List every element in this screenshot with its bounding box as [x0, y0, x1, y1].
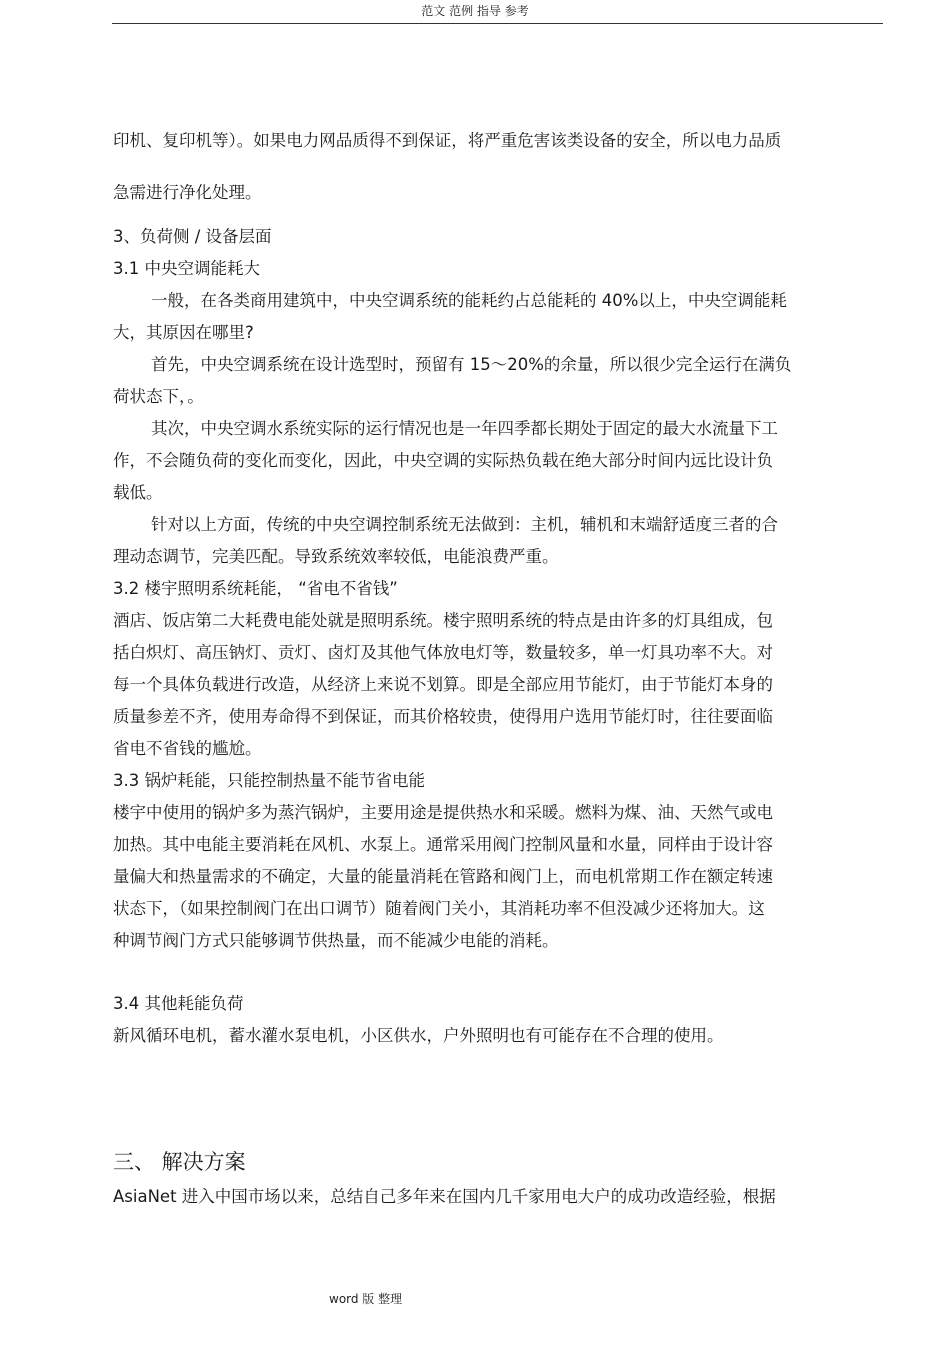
paragraph-line: 酒店、饭店第二大耗费电能处就是照明系统。楼宇照明系统的特点是由许多的灯具组成，包	[113, 611, 773, 630]
paragraph-line: 种调节阀门方式只能够调节供热量，而不能减少电能的消耗。	[113, 931, 559, 950]
paragraph-line: 急需进行净化处理。	[113, 183, 262, 202]
paragraph-line: 状态下，（如果控制阀门在出口调节）随着阀门关小，其消耗功率不但没减少还将加大。这	[113, 899, 765, 918]
paragraph-line: AsiaNet 进入中国市场以来，总结自己多年来在国内几千家用电大户的成功改造经验，根据	[113, 1187, 776, 1206]
paragraph-line: 新风循环电机，蓄水灌水泵电机，小区供水，户外照明也有可能存在不合理的使用。	[113, 1026, 724, 1045]
heading-3-4: 3.4 其他耗能负荷	[113, 994, 244, 1013]
header-divider	[112, 23, 883, 24]
paragraph-line: 印机、复印机等）。如果电力网品质得不到保证，将严重危害该类设备的安全，所以电力品质	[113, 131, 782, 150]
heading-3-2: 3.2 楼宇照明系统耗能， “省电不省钱”	[113, 579, 398, 598]
paragraph-line: 荷状态下，。	[113, 387, 204, 406]
paragraph-line: 针对以上方面，传统的中央空调控制系统无法做到：主机，辅机和末端舒适度三者的合	[151, 515, 778, 534]
paragraph-line: 加热。其中电能主要消耗在风机、水泵上。通常采用阀门控制风量和水量，同样由于设计容	[113, 835, 773, 854]
paragraph-line: 首先，中央空调系统在设计选型时，预留有 15～20%的余量，所以很少完全运行在满负	[151, 355, 792, 374]
paragraph-line: 大，其原因在哪里?	[113, 323, 254, 342]
paragraph-line: 理动态调节，完美匹配。导致系统效率较低，电能浪费严重。	[113, 547, 559, 566]
heading-3-1: 3.1 中央空调能耗大	[113, 259, 260, 278]
paragraph-line: 其次，中央空调水系统实际的运行情况也是一年四季都长期处于固定的最大水流量下工	[151, 419, 778, 438]
paragraph-line: 每一个具体负载进行改造，从经济上来说不划算。即是全部应用节能灯，由于节能灯本身的	[113, 675, 773, 694]
section-title-solution: 三、 解决方案	[113, 1150, 246, 1174]
heading-load-side: 3、负荷侧 / 设备层面	[113, 227, 272, 246]
paragraph-line: 质量参差不齐，使用寿命得不到保证，而其价格较贵，使得用户选用节能灯时，往往要面临	[113, 707, 773, 726]
heading-3-3: 3.3 锅炉耗能，只能控制热量不能节省电能	[113, 771, 425, 790]
page-header: 范文 范例 指导 参考	[421, 4, 529, 18]
paragraph-line: 括白炽灯、高压钠灯、贡灯、卤灯及其他气体放电灯等，数量较多，单一灯具功率不大。对	[113, 643, 773, 662]
paragraph-line: 省电不省钱的尴尬。	[113, 739, 262, 758]
page-footer: word 版 整理	[329, 1292, 403, 1306]
paragraph-line: 楼宇中使用的锅炉多为蒸汽锅炉，主要用途是提供热水和采暖。燃料为煤、油、天然气或电	[113, 803, 773, 822]
paragraph-line: 一般，在各类商用建筑中，中央空调系统的能耗约占总能耗的 40%以上，中央空调能耗	[151, 291, 787, 310]
paragraph-line: 载低。	[113, 483, 163, 502]
paragraph-line: 作，不会随负荷的变化而变化，因此，中央空调的实际热负载在绝大部分时间内远比设计负	[113, 451, 773, 470]
paragraph-line: 量偏大和热量需求的不确定，大量的能量消耗在管路和阀门上，而电机常期工作在额定转速	[113, 867, 773, 886]
